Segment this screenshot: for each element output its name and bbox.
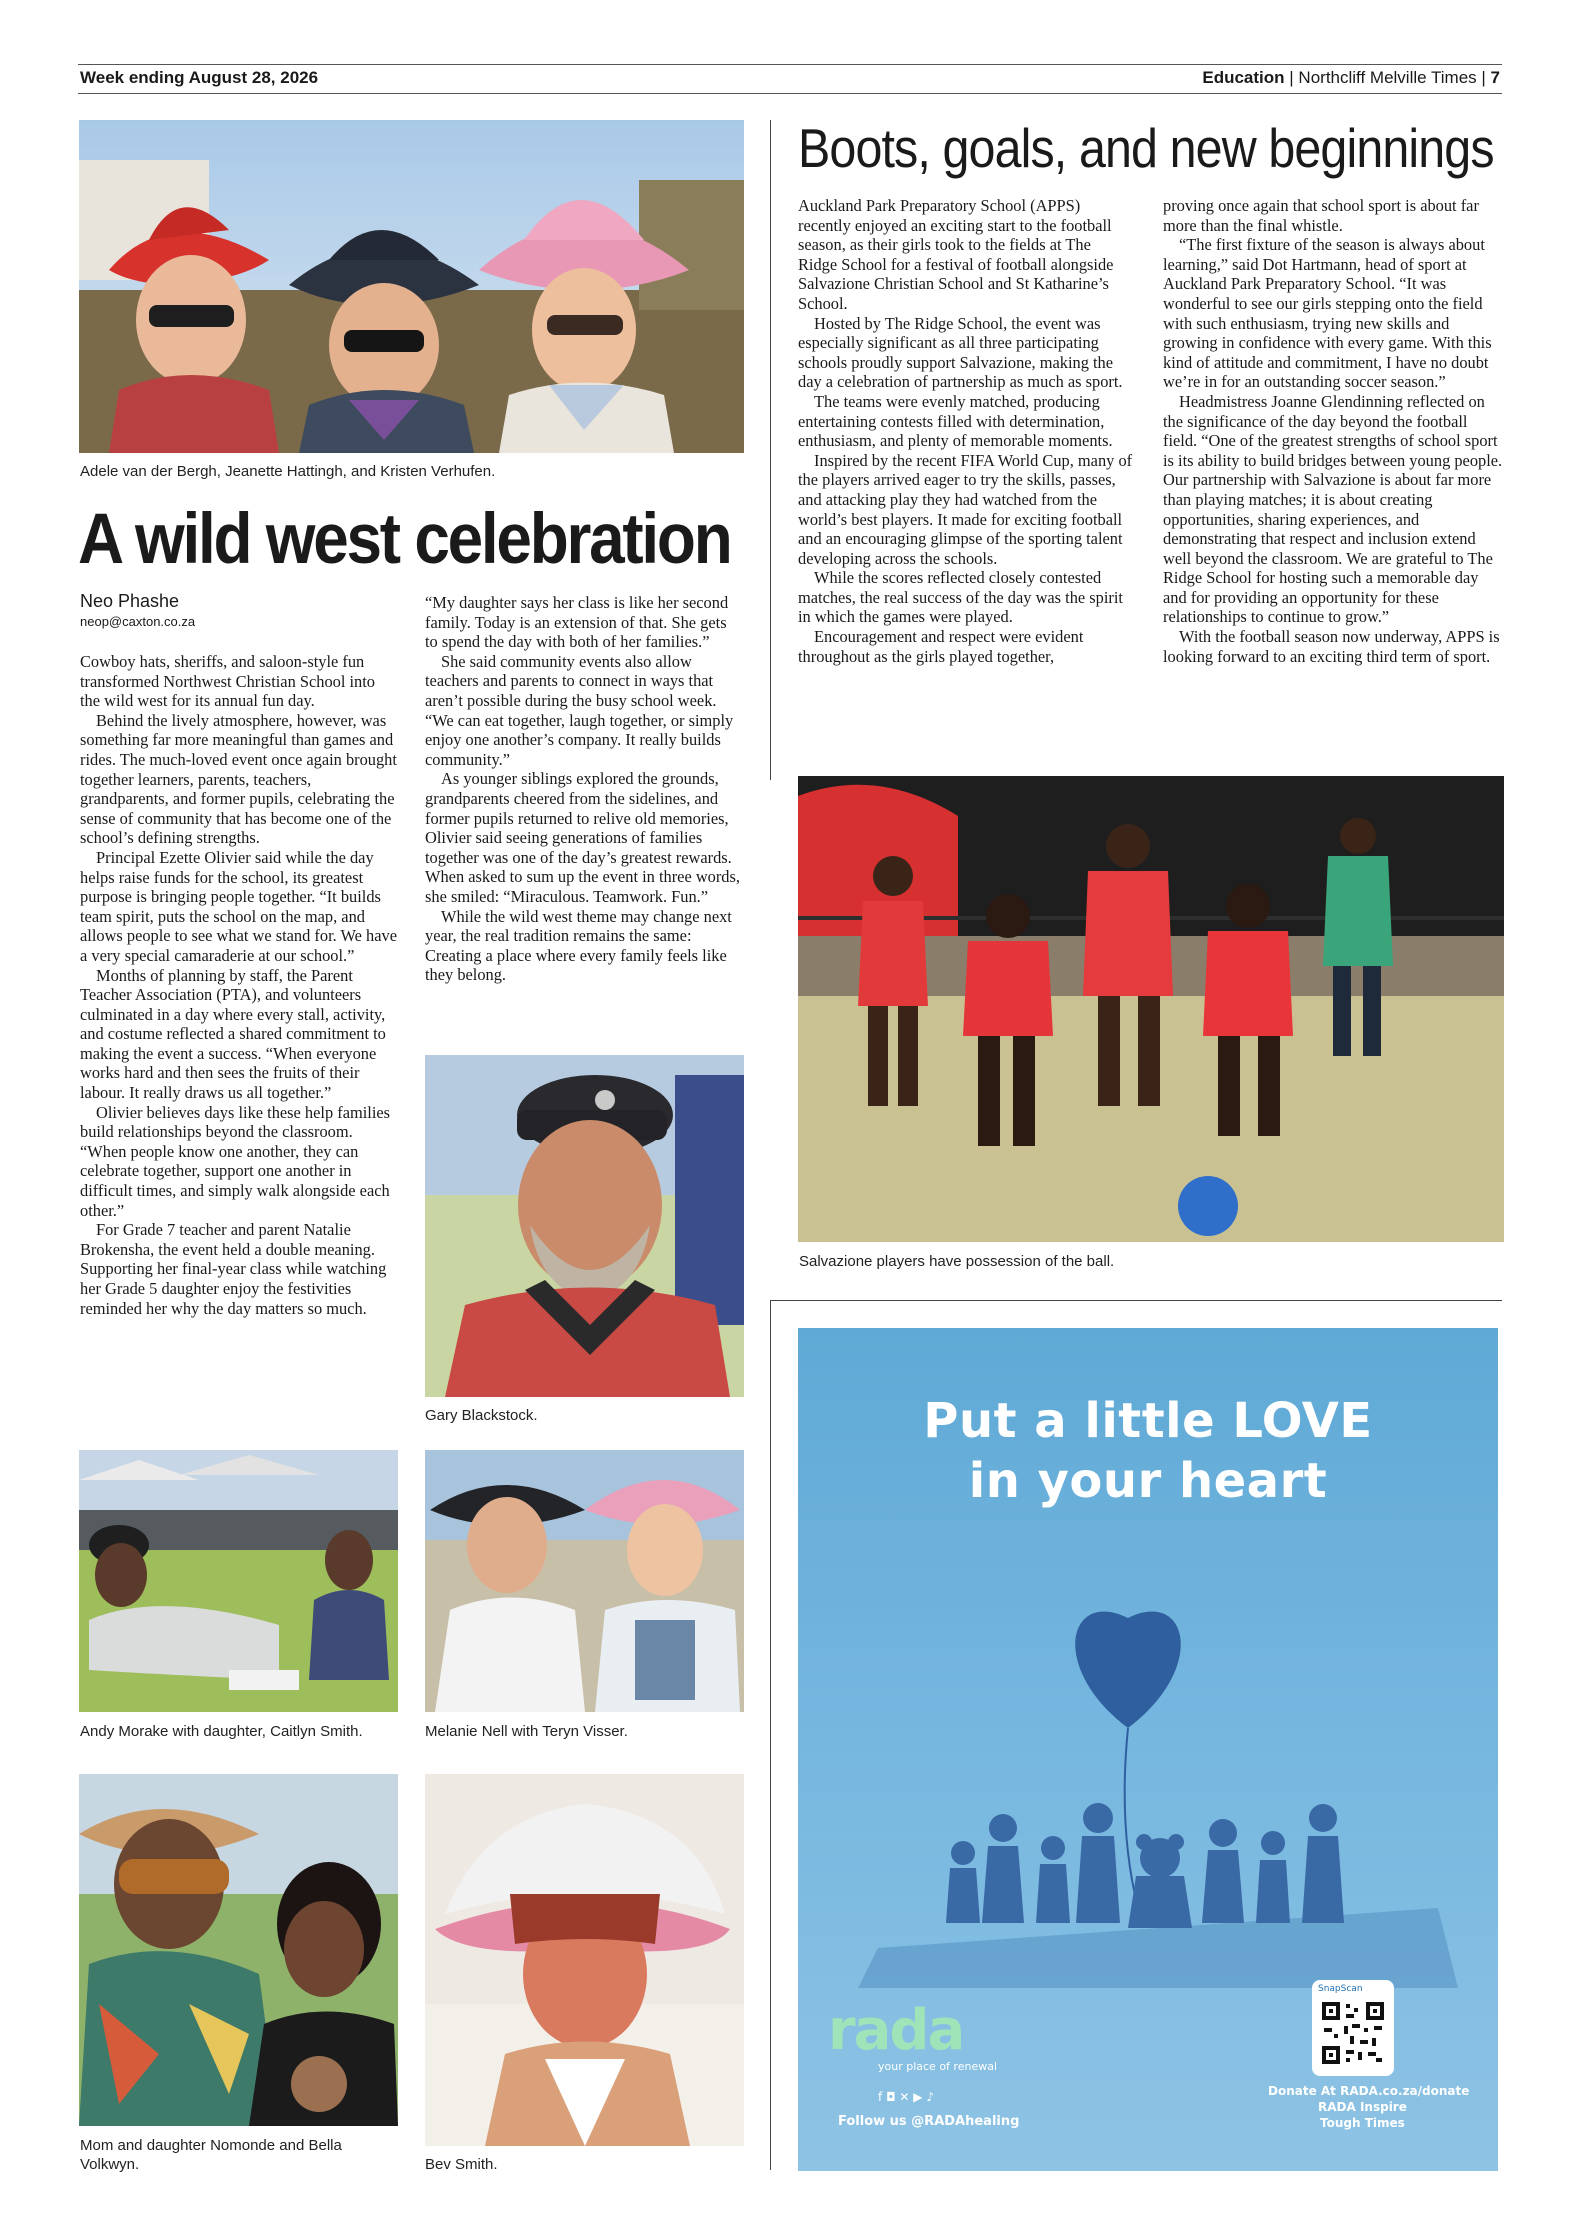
headline-wild-west: A wild west celebration (78, 500, 731, 579)
paragraph: Headmistress Joanne Glendinning reflected on the significance of the day beyond the football field. “One of the greatest strengths of school sport is its ability to build bridges between young people. Our partnership with Salvazione is about far more than playing matches; it is about creating opportunities, sharing experiences, and demonstrating that respect and inclusion extend well beyond the classroom. We are grateful to The Ridge School for hosting such a memorable day and for providing an opportunity for these relationships to continue to grow.” (1163, 391, 1503, 627)
caption-andy: Andy Morake with daughter, Caitlyn Smith. (80, 1723, 363, 1740)
paragraph: Olivier believes days like these help families build relationships beyond the classroom. “When people know one another, they can celebrate together, support one another in difficult times, and simply walk alongside each other.” (80, 1102, 391, 1220)
article2-column2 (1163, 196, 1503, 666)
paragraph: “My daughter says her class is like her second family. Today is an extension of that. She gets to spend the day with both of her families.” (425, 593, 729, 652)
paragraph: She said community events also allow teachers and parents to connect in ways that aren’t possible during the busy school week. “We can eat together, laugh together, or simply enjoy one another’s company. It really builds community.” (425, 651, 734, 769)
instagram-icon[interactable]: ◘ (886, 2090, 896, 2104)
snapscan-label: SnapScan (1318, 1984, 1363, 1994)
photo-soccer-players (798, 776, 1504, 1242)
photo-andy-morake (79, 1450, 398, 1712)
paragraph: Encouragement and respect were evident throughout as the girls played together, (798, 627, 1084, 666)
header-bottom-rule (78, 93, 1502, 94)
page-number: 7 (1490, 68, 1500, 87)
paragraph: Cowboy hats, sheriffs, and saloon-style fun transformed Northwest Christian School into the wild west for its annual fun day. (80, 652, 375, 711)
photo-three-women (79, 120, 744, 453)
headline-boots-goals: Boots, goals, and new beginnings (798, 117, 1494, 179)
inspire-line1: RADA Inspire (1318, 2100, 1407, 2114)
heart-balloon-illustration (798, 1528, 1498, 1988)
paragraph: Principal Ezette Olivier said while the day helps raise funds for the school, its greatest purpose is bringing people together. “It builds team spirit, puts the school on the map, and allows people to see what we stand for. We have a very special camaraderie at our school.” (80, 847, 397, 965)
byline-email[interactable]: neop@caxton.co.za (80, 614, 196, 629)
caption-bev: Bev Smith. (425, 2156, 498, 2173)
tiktok-icon[interactable]: ♪ (926, 2090, 935, 2104)
follow-handle[interactable]: Follow us @RADAhealing (838, 2114, 1020, 2129)
paragraph: “The first fixture of the season is always about learning,” said Dot Hartmann, head of sport at Auckland Park Preparatory School. “It was wonderful to see our girls stepping onto the field with such enthusiasm, trying new skills and growing in confidence with every game. With this kind of attitude and commitment, I have no doubt we’re in for an outstanding soccer season.” (1163, 235, 1492, 392)
paragraph: Auckland Park Preparatory School (APPS) recently enjoyed an exciting start to the football season, as their girls took to the fields at The Ridge School for a festival of football alongside Salvazione Christian School and St Katharine’s School. (798, 196, 1114, 313)
paragraph: proving once again that school sport is about far more than the final whistle. (1163, 196, 1479, 235)
paragraph: As younger siblings explored the grounds, grandparents cheered from the sidelines, and former pupils returned to relive old memories, Olivier said seeing generations of families together was one of the day’s greatest rewards. When asked to sum up the event in three words, she smiled: “Miraculous. Teamwork. Fun.” (425, 769, 740, 906)
ad-divider (770, 1300, 1502, 1301)
caption-mom-daughter (80, 2136, 342, 2174)
paragraph: With the football season now underway, APPS is looking forward to an exciting third term of sport. (1163, 627, 1500, 666)
rada-advertisement[interactable] (798, 1328, 1498, 2171)
column-divider (770, 120, 771, 780)
column-divider-lower (770, 1300, 771, 2170)
article1-column2 (425, 593, 743, 985)
youtube-icon[interactable]: ▶ (913, 2090, 923, 2104)
photo-gary-blackstock (425, 1055, 744, 1397)
photo-bev-smith (425, 1774, 744, 2146)
inspire-line2: Tough Times (1320, 2116, 1405, 2130)
paragraph: The teams were evenly matched, producing entertaining contests filled with determination, enthusiasm, and plenty of memorable moments. (798, 391, 1113, 451)
photo-nomonde-bella (79, 1774, 398, 2126)
caption-gary: Gary Blackstock. (425, 1407, 538, 1424)
social-icons[interactable] (878, 2090, 934, 2104)
rada-tagline: your place of renewal (878, 2060, 998, 2073)
x-icon[interactable]: ✕ (899, 2090, 910, 2104)
ad-title-line1: Put a little LOVE (923, 1393, 1373, 1449)
ad-title-line2: in your heart (968, 1453, 1328, 1509)
section-name: Education (1202, 68, 1285, 87)
paragraph: Months of planning by staff, the Parent Teacher Association (PTA), and volunteers culminated in a day where every stall, activity, and costume reflected a shared commitment to making the event a success. “When everyone works hard and then sees the fruits of their labour. It really draws us all together.” (80, 965, 386, 1103)
header-top-rule (78, 64, 1502, 65)
paragraph: While the wild west theme may change next year, the real tradition remains the same: Creating a place where every family feels like they belong. (425, 906, 732, 985)
donate-link[interactable]: Donate At RADA.co.za/donate (1268, 2084, 1470, 2098)
paragraph: For Grade 7 teacher and parent Natalie Brokensha, the event held a double meaning. Supporting her final-year class while watching her Grade 5 daughter enjoy the festivities reminded her why the day matters so much. (80, 1220, 387, 1318)
publication-name: Northcliff Melville Times (1298, 68, 1477, 87)
heart-icon (1075, 1611, 1181, 1728)
section-label: Education | Northcliff Melville Times | 7 (1202, 68, 1500, 87)
photo-melanie-nell (425, 1450, 744, 1712)
byline-author: Neo Phashe (80, 591, 180, 611)
qr-code-icon (1320, 2000, 1386, 2066)
caption-top-photo: Adele van der Bergh, Jeanette Hattingh, and Kristen Verhufen. (80, 463, 496, 480)
rada-logo: rada (828, 1998, 964, 2063)
paragraph: Inspired by the recent FIFA World Cup, many of the players arrived eager to try the skills, passes, and attacking play they had watched from the world’s best players. It made for exciting football and an encouraging glimpse of the sporting talent developing across the schools. (798, 450, 1133, 568)
snapscan-qr-code[interactable] (1312, 1980, 1394, 2076)
caption-mom-line1: Mom and daughter Nomonde and Bella (80, 2137, 342, 2154)
article1-column1 (80, 652, 398, 1318)
paragraph: Hosted by The Ridge School, the event was especially significant as all three participating schools proudly support Salvazione, making the day a celebration of partnership as much as sport. (798, 313, 1123, 392)
issue-date: Week ending August 28, 2026 (80, 68, 319, 87)
article2-column1 (798, 196, 1133, 666)
paragraph: While the scores reflected closely contested matches, the real success of the day was the spirit in which the games were played. (798, 568, 1123, 627)
facebook-icon[interactable]: f (878, 2090, 883, 2104)
caption-melanie: Melanie Nell with Teryn Visser. (425, 1723, 628, 1740)
caption-soccer: Salvazione players have possession of the ball. (799, 1253, 1115, 1270)
paragraph: Behind the lively atmosphere, however, was something far more meaningful than games and rides. The much-loved event once again brought together learners, parents, teachers, grandparents, and former pupils, celebrating the sense of community that has become one of the school’s defining strengths. (80, 710, 397, 848)
caption-mom-line2: Volkwyn. (80, 2156, 140, 2173)
